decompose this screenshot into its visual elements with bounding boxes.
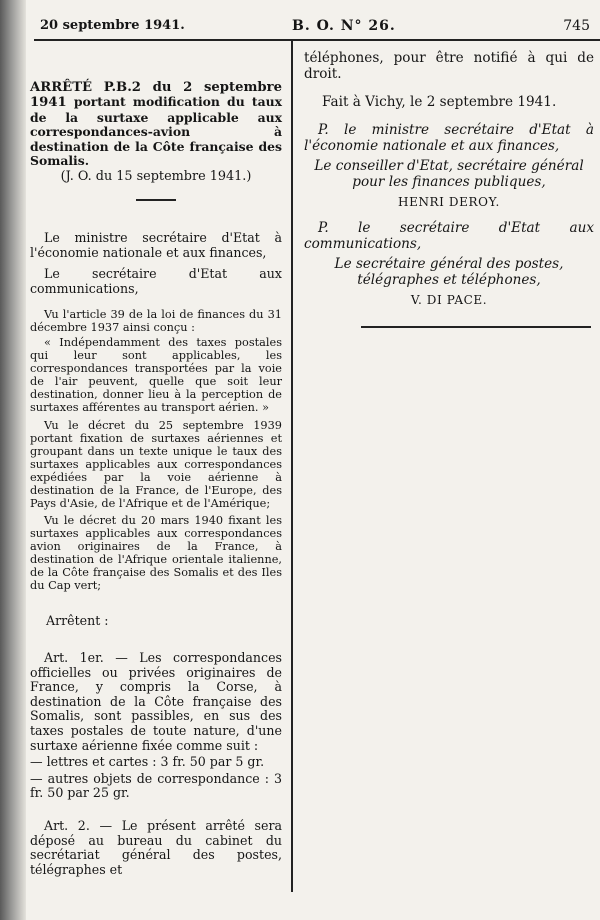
end-rule (361, 326, 591, 328)
article-1: Art. 1er. — Les correspondances officielles ou privées originaires de France, y compris la Corse, à destination de la Côte française des Somalis, sont passibles, en sus des taxes postales de toute nature, d'une surtaxe aérienne fixée comme suit : (30, 650, 282, 753)
signature-1-title: P. le ministre secrétaire d'Etat à l'économie nationale et aux finances, (304, 122, 594, 154)
column-divider (291, 40, 293, 892)
minister-paragraph: Le ministre secrétaire d'Etat à l'économie nationale et aux finances, (30, 230, 282, 260)
signature-2-name: V. DI PACE. (410, 293, 488, 307)
decree-title (30, 80, 282, 168)
arretent-heading: Arrêtent : (46, 613, 109, 629)
article-2-continuation: téléphones, pour être notifié à qui de droit. (304, 50, 594, 82)
secretary-paragraph: Le secrétaire d'Etat aux communications, (30, 266, 282, 296)
signature-2-function: Le secrétaire général des postes, télégraphes et téléphones, (334, 256, 564, 288)
decree-title-heading: ARRÊTÉ P.B.2 du 2 septembre 1941 (30, 80, 282, 111)
decree-source: (J. O. du 15 septembre 1941.) (60, 169, 252, 185)
visa-decret-1940: Vu le décret du 20 mars 1940 fixant les surtaxes applicables aux correspondances avion originaires de la France, à destination de l'Afrique orientale italienne, de la Côte française des Somalis et des Iles du Cap vert; (30, 514, 282, 593)
header-date: 20 septembre 1941. (40, 18, 185, 33)
article-1-item-letters: — lettres et cartes : 3 fr. 50 par 5 gr. (30, 754, 265, 770)
header-rule (34, 39, 600, 41)
title-separator (136, 199, 176, 201)
signature-1-name: HENRI DEROY. (398, 195, 500, 209)
page-header (34, 14, 600, 38)
decree-title-subject: portant modification du taux de la surtaxe applicable aux correspondances-avion à destination de la Côte française des Somalis. (30, 94, 282, 169)
left-column (30, 80, 282, 877)
signature-1-function: Le conseiller d'Etat, secrétaire général pour les finances publiques, (314, 158, 584, 190)
visa-decret-1939: Vu le décret du 25 septembre 1939 portant fixation de surtaxes aériennes et groupant dans un texte unique le taux des surtaxes applicables aux correspondances expédiées par la voie aérienne à destination de la France, de l'Europe, des Pays d'Asie, de l'Afrique et de l'Amérique; (30, 419, 282, 511)
page-number: 745 (563, 18, 590, 34)
visa-loi-quote: « Indépendamment des taxes postales qui leur sont applicables, les correspondances transportées par la voie de l'air peuvent, quelle que soit leur destination, donner lieu à la perception de surtaxes afférentes au transport aérien. » (30, 336, 282, 415)
page-binding-shadow (0, 0, 26, 920)
signature-2-title: P. le secrétaire d'Etat aux communications, (304, 220, 594, 252)
bulletin-number: B. O. N° 26. (292, 18, 396, 34)
place-and-date: Fait à Vichy, le 2 septembre 1941. (322, 94, 557, 110)
article-1-item-objects: — autres objets de correspondance : 3 fr. 50 par 25 gr. (30, 770, 282, 801)
article-2: Art. 2. — Le présent arrêté sera déposé au bureau du cabinet du secrétariat général des postes, télégraphes et (30, 817, 282, 877)
right-column (304, 50, 594, 328)
visa-loi-finances: Vu l'article 39 de la loi de finances du 31 décembre 1937 ainsi conçu : (30, 308, 282, 335)
